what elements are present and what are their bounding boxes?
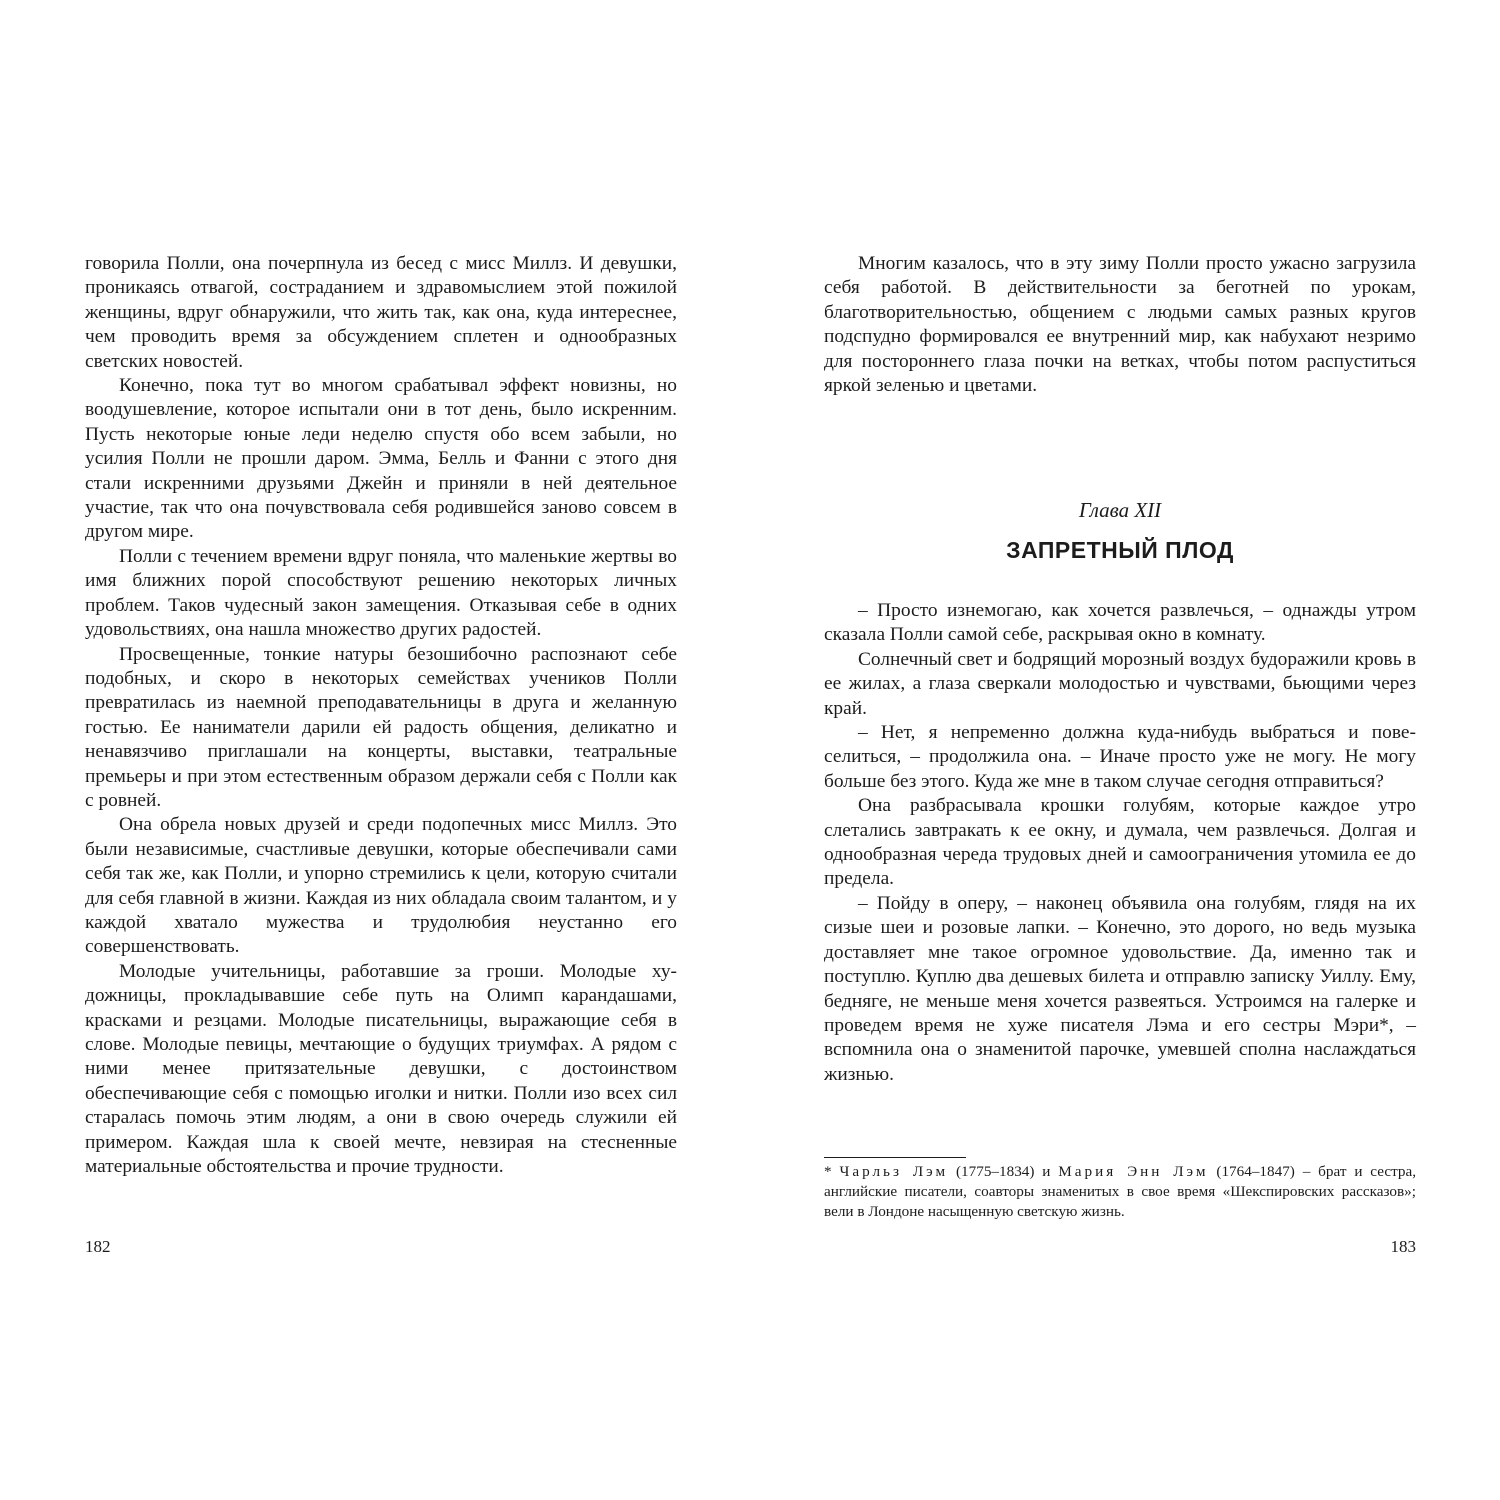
- paragraph: Она обрела новых друзей и среди подопечных мисс Миллз. Это были независимые, счастливые девушки, которые обеспечивали сами себя так же, как Полли, и упорно стремились к цели, которую считали для себя главной в жизни. Каждая из них обладала своим талантом, и у каждой хватало мужества и трудолюбия неустанно его совершенствовать.: [85, 814, 677, 958]
- paragraph: говорила Полли, она почерпнула из бесед с мисс Миллз. И девушки, проникаясь отвагой, состраданием и здравомыслием этой пожилой женщины, вдруг обнаружили, что жить так, как она, куда интереснее, чем проводить время за обсуждением сплетен и однообразных светских новостей.: [85, 253, 677, 372]
- paragraph: Многим казалось, что в эту зиму Полли просто ужасно загрузила себя работой. В действительности за беготней по урокам, благотворительностью, общением с людьми самых разных кругов подспудно формировался ее внутренний мир, как набухают незримо для постороннего глаза почки на ветках, чтобы потом распуститься яркой зеленью и цветами.: [824, 253, 1416, 397]
- chapter-title: ЗАПРЕТНЫЙ ПЛОД: [1006, 537, 1234, 563]
- paragraph: – Нет, я непременно должна куда-нибудь выбраться и повеселиться, – продолжила она. – Иначе просто уже не могу. Не могу больше без этого. Куда же мне в таком случае сегодня отправиться?: [824, 722, 1416, 792]
- right-page-intro: [824, 252, 1416, 398]
- paragraph: Конечно, пока тут во многом срабатывал эффект новизны, но воодушевление, которое испытали они в тот день, было искренним. Пусть некоторые юные леди неделю спустя обо всем забыли, но усилия Полли не прошли даром. Эмма, Белль и Фанни с этого дня стали искренними друзьями Джейн и приняли в ней деятельное участие, так что она почувствовала себя родившейся заново совсем в другом мире.: [85, 375, 677, 543]
- right-page: [824, 252, 1417, 1256]
- footnote-name-mary: Мария Энн Лэм: [1058, 1163, 1209, 1180]
- footnote: [824, 1162, 1416, 1222]
- footnote-text: (1764–1847) – брат и сестра, английские писатели, соавторы знаменитых в свое время «Шекспировских рассказов»; вели в Лондоне насыщенную светскую жизнь.: [824, 1163, 1417, 1220]
- chapter-body: [824, 599, 1416, 1087]
- footnote-divider: [824, 1157, 966, 1158]
- chapter-label: Глава XII: [1078, 498, 1162, 522]
- paragraph: – Пойду в оперу, – наконец объявила она голубям, глядя на их сизые шеи и розовые лапки. – Конечно, это дорого, но ведь музыка доставляет мне такое огромное удовольствие. Да, именно так и поступлю. Куплю два дешевых билета и отправлю записку Уиллу. Ему, бедняге, не меньше меня хочется развеяться. Устроимся на галерке и проведем время не хуже писателя Лэма и его сестры Мэри*, – вспомнила она о знаменитой парочке, умевшей сполна наслаждаться жизнью.: [824, 892, 1416, 1085]
- paragraph: – Просто изнемогаю, как хочется развлечься, – однажды утром сказала Полли самой себе, раскрывая окно в комнату.: [824, 600, 1416, 646]
- paragraph: Солнечный свет и бодрящий морозный воздух будоражили кровь в ее жилах, а глаза сверкали молодостью и чувствами, бьющими через край.: [824, 648, 1416, 719]
- paragraph: Полли с течением времени вдруг поняла, что маленькие жертвы во имя ближних порой способствуют решению некоторых личных проблем. Таков чудесный закон замещения. Отказывая себе в одних удовольствиях, она нашла множество других радостей.: [85, 545, 677, 641]
- footnote-dates-charles: (1775–1834) и: [955, 1163, 1051, 1180]
- paragraph: Молодые учительницы, работавшие за гроши. Молодые художницы, прокладывавшие себе путь на Олимп карандашами, красками и резцами. Молодые писательницы, выражающие себя в слове. Молодые певицы, мечтающие о будущих триумфах. А рядом с ними менее притязательные девушки, с достоинством обеспечивающие себя с помощью иголки и нитки. Полли изо всех сил старалась помочь этим людям, а они в свою очередь служили ей примером. Каждая шла к своей мечте, невзирая на стесненные материальные обстоятельства и прочие трудности.: [85, 960, 677, 1178]
- left-page-text: [85, 252, 677, 1179]
- page-number-right: 183: [1390, 1237, 1416, 1256]
- page-number-left: 182: [85, 1237, 111, 1256]
- left-page: [85, 252, 677, 1256]
- paragraph: Просвещенные, тонкие натуры безошибочно распознают себе подобных, и скоро в некоторых семействах учеников Полли превратилась из наемной преподавательницы в друга и желанную гостью. Ее наниматели дарили ей радость общения, деликатно и ненавязчиво приглашали на концерты, выставки, театральные премьеры и при этом естественным образом держали себя с Полли как с ровней.: [85, 643, 677, 811]
- footnote-marker: *: [824, 1163, 832, 1180]
- footnote-name-charles: Чарльз Лэм: [839, 1163, 949, 1180]
- paragraph: Она разбрасывала крошки голубям, которые каждое утро слетались завтракать к ее окну, и думала, чем развлечься. Долгая и однообразная череда трудовых дней и самоограничения утомила ее до предела.: [824, 795, 1416, 890]
